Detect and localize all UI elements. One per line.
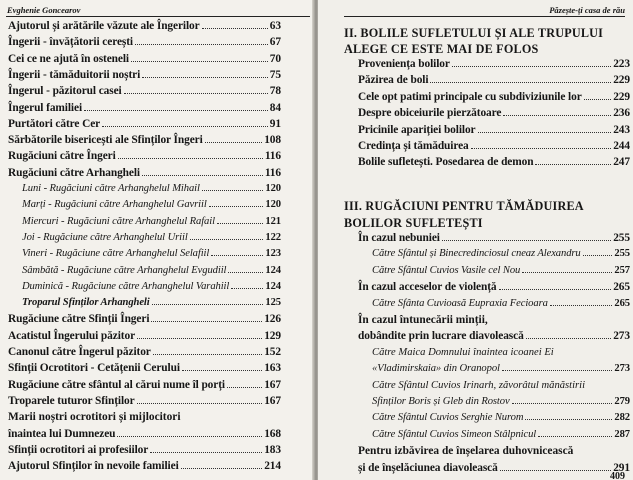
toc-entry — [8, 346, 281, 358]
toc-entry — [8, 53, 281, 65]
dot-leader — [182, 370, 262, 371]
dot-leader — [102, 126, 268, 127]
toc-entry — [8, 102, 281, 114]
toc-entry-page: 167 — [264, 378, 281, 391]
section-2-title-line2: ALEGE CE ESTE MAI DE FOLOS — [344, 42, 539, 56]
toc-entry-title: Marți - Rugăciuni către Arhanghelul Gavriil — [22, 199, 207, 211]
toc-entry — [372, 363, 630, 374]
dot-leader — [124, 93, 268, 94]
toc-entry — [22, 183, 281, 194]
dot-leader — [535, 164, 611, 165]
toc-entry-page: 108 — [264, 134, 281, 147]
toc-entry-page: 84 — [269, 101, 281, 114]
toc-entry-page: 265 — [614, 297, 630, 309]
section-2-title-line1: II. BOLILE SUFLETULUI ȘI ALE TRUPULUI — [344, 26, 604, 40]
toc-entry-page: 214 — [264, 460, 281, 473]
toc-entry — [372, 265, 630, 276]
toc-entry — [22, 281, 281, 292]
toc-entry-title: Rugăciuni către Îngeri — [8, 150, 116, 163]
dot-leader — [430, 82, 611, 83]
toc-entry-page: 78 — [269, 85, 281, 98]
dot-leader — [137, 403, 263, 404]
dot-leader — [217, 223, 263, 224]
toc-entry-page: 243 — [613, 123, 630, 136]
toc-entry — [358, 58, 630, 70]
dot-leader — [152, 304, 264, 305]
toc-entry — [22, 199, 281, 210]
dot-leader — [131, 61, 268, 62]
toc-entry-page: 126 — [264, 313, 281, 326]
dot-leader — [153, 354, 262, 355]
toc-entry-page: 236 — [613, 107, 630, 120]
toc-entry-page: 163 — [264, 362, 281, 375]
toc-entry — [8, 69, 281, 81]
toc-entry-title: Îngerul - păzitorul casei — [8, 85, 122, 98]
toc-entry-title: și de înșelăciunea diavolească — [358, 461, 498, 474]
toc-entry-page: 229 — [613, 74, 630, 87]
dot-leader — [190, 239, 264, 240]
left-page — [0, 0, 314, 480]
toc-entry-page: 229 — [613, 90, 630, 103]
toc-entry — [22, 265, 281, 276]
toc-entry — [22, 216, 281, 227]
toc-entry-page: 255 — [614, 248, 630, 260]
toc-entry-page: 70 — [269, 52, 281, 65]
toc-entry-page: 183 — [264, 443, 281, 456]
running-head-left: Evghenie Goncearov — [7, 5, 81, 15]
toc-entry-page: 273 — [613, 330, 630, 343]
dot-leader — [502, 370, 613, 371]
toc-entry-title: Troparele tuturor Sfinților — [8, 394, 135, 407]
toc-entry-page: 244 — [613, 140, 630, 152]
toc-entry — [8, 134, 281, 146]
toc-entry — [22, 297, 281, 308]
toc-entry-title: Credința și tămăduirea — [358, 140, 469, 152]
dot-leader — [512, 403, 613, 404]
toc-entry — [8, 150, 281, 162]
toc-entry-title: Rugăciune către Sfinții Îngeri — [8, 313, 150, 326]
toc-entry-title: Îngerii - învățătorii cerești — [8, 36, 134, 49]
dot-leader — [117, 436, 262, 437]
toc-entry — [358, 314, 488, 326]
header-rule-right — [344, 16, 625, 17]
dot-leader — [478, 132, 612, 133]
toc-entry — [372, 380, 585, 391]
toc-entry-title: Păzirea de boli — [358, 74, 429, 87]
toc-entry-title: Îngerii - tămăduitorii noștri — [8, 68, 141, 81]
dot-leader — [538, 436, 612, 437]
toc-entry — [8, 20, 281, 32]
dot-leader — [135, 44, 268, 45]
toc-entry-title: Troparul Sfinților Arhangheli — [22, 297, 150, 309]
toc-entry-page: 255 — [613, 232, 630, 244]
toc-entry — [8, 444, 281, 456]
toc-entry-page: 124 — [265, 264, 281, 276]
dot-leader — [137, 338, 262, 339]
dot-leader — [231, 288, 263, 289]
toc-entry — [372, 248, 630, 259]
toc-entry-page: 120 — [265, 183, 281, 194]
section-3-title-line2: BOLILOR SUFLETEȘTI — [344, 216, 483, 230]
dot-leader — [583, 255, 613, 256]
toc-entry-page: 129 — [264, 329, 281, 342]
page-number: 409 — [610, 471, 625, 480]
toc-entry-title: Îngerul familiei — [8, 101, 83, 114]
dot-leader — [202, 190, 264, 191]
dot-leader — [499, 289, 612, 290]
toc-entry — [358, 140, 630, 152]
toc-entry-title: Către Sfântul Cuvios Serghie Nurom — [372, 412, 524, 424]
dot-leader — [228, 272, 263, 273]
toc-entry-title: Sfinții ocrotitori ai profesiilor — [8, 443, 149, 456]
toc-entry — [8, 460, 281, 472]
toc-entry-title: Ajutorul Sfinților în nevoile familiei — [8, 460, 179, 473]
toc-entry-page: 265 — [613, 281, 630, 294]
toc-entry-title: Către Sfântul Cuvios Irinarh, zăvorâtul mănăstirii — [372, 379, 586, 391]
toc-entry-title: În cazul întunecării minții, — [358, 314, 488, 326]
toc-entry-title: înaintea lui Dumnezeu — [8, 427, 116, 440]
toc-entry-page: 152 — [264, 346, 281, 358]
toc-entry-page: 273 — [614, 363, 630, 375]
dot-leader — [84, 110, 268, 111]
dot-leader — [118, 158, 263, 159]
dot-leader — [181, 468, 263, 469]
toc-entry — [358, 232, 630, 244]
dot-leader — [584, 99, 612, 100]
toc-entry — [8, 118, 281, 130]
toc-entry-title: Miercuri - Rugăciuni către Arhanghelul Rafail — [22, 215, 215, 227]
toc-entry — [8, 36, 281, 48]
toc-entry-title: Proveniența bolilor — [358, 58, 450, 70]
dot-leader — [142, 77, 268, 78]
toc-entry — [358, 445, 573, 457]
dot-leader — [526, 338, 612, 339]
toc-entry — [8, 362, 281, 374]
dot-leader — [503, 115, 611, 116]
dot-leader — [227, 387, 262, 388]
toc-entry-title: Canonul către Îngerul păzitor — [8, 346, 151, 358]
toc-entry-page: 75 — [269, 68, 281, 81]
toc-entry-page: 291 — [613, 461, 630, 474]
toc-entry-page: 125 — [265, 297, 281, 309]
toc-entry-title: Sfinții Ocrotitori - Cetățenii Cerului — [8, 362, 180, 375]
toc-entry — [358, 156, 630, 168]
toc-entry-title: Pricinile apariției bolilor — [358, 123, 476, 136]
dot-leader — [452, 66, 611, 67]
toc-entry — [358, 281, 630, 293]
toc-entry — [372, 412, 630, 423]
toc-entry-page: 223 — [613, 58, 630, 70]
toc-entry-title: Către Sfântul Cuvios Simeon Stâlpnicul — [372, 428, 537, 440]
toc-entry-page: 257 — [614, 264, 630, 276]
dot-leader — [209, 206, 264, 207]
toc-entry-page: 287 — [614, 428, 630, 440]
toc-entry-title: Duminică - Rugăciune către Arhanghelul Varahiil — [22, 280, 230, 292]
toc-entry-page: 116 — [264, 166, 281, 179]
toc-entry — [358, 462, 630, 474]
toc-entry — [22, 232, 281, 243]
toc-entry-title: Joi - Rugăciune către Arhanghelul Uriil — [22, 231, 188, 243]
right-page — [318, 0, 633, 480]
toc-entry — [22, 248, 281, 259]
dot-leader — [205, 142, 263, 143]
toc-entry-page: 247 — [613, 156, 630, 169]
toc-entry-page: 167 — [264, 394, 281, 407]
toc-entry-page: 63 — [269, 20, 281, 32]
dot-leader — [150, 452, 262, 453]
toc-entry-page: 120 — [265, 199, 281, 211]
toc-entry — [358, 330, 630, 342]
toc-entry-title: Sărbătorile bisericești ale Sfinților Îngeri — [8, 134, 203, 147]
toc-entry-title: Către Maica Domnului înaintea icoanei Ei — [372, 346, 554, 358]
toc-entry-page: 282 — [614, 412, 630, 424]
toc-entry — [8, 395, 281, 407]
dot-leader — [522, 272, 612, 273]
toc-entry — [372, 298, 630, 309]
toc-entry — [8, 167, 281, 179]
dot-leader — [142, 175, 263, 176]
dot-leader — [442, 240, 611, 241]
toc-entry-title: Rugăciuni către Arhangheli — [8, 166, 140, 179]
toc-entry-title: Către Sfântul Cuvios Vasile cel Nou — [372, 264, 521, 276]
toc-entry-title: În cazul acceselor de violență — [358, 281, 497, 294]
toc-entry-page: 67 — [269, 36, 281, 49]
toc-entry-title: «Vladimirskaia» din Oranopol — [372, 363, 500, 375]
toc-entry-title: Despre obiceiurile pierzătoare — [358, 107, 502, 120]
toc-entry-title: Sâmbătă - Rugăciune către Arhanghelul Evgudiil — [22, 264, 227, 276]
dot-leader — [211, 255, 263, 256]
toc-entry — [358, 74, 630, 86]
toc-entry-page: 279 — [614, 396, 630, 407]
toc-entry-title: Către Sfântul și Binecredinciosul cneaz Alexandru — [372, 248, 581, 260]
header-rule-left — [6, 16, 310, 17]
toc-entry-title: Luni - Rugăciuni către Arhanghelul Mihail — [22, 183, 200, 194]
toc-entry-title: Sfinților Boris și Gleb din Rostov — [372, 396, 510, 407]
toc-entry-title: Pentru izbăvirea de înșelarea duhovnicească — [358, 445, 574, 458]
toc-entry-title: Acatistul Îngerului păzitor — [8, 329, 136, 342]
toc-entry-title: Purtători către Cer — [8, 117, 101, 130]
running-head-right: Păzește-ți casa de rău — [549, 5, 625, 15]
toc-entry-title: Bolile sufletești. Posedarea de demon — [358, 156, 534, 169]
toc-entry-title: Cele opt patimi principale cu subdiviziunile lor — [358, 90, 582, 103]
toc-entry-page: 122 — [265, 231, 281, 243]
toc-entry-page: 91 — [269, 117, 281, 130]
dot-leader — [550, 305, 613, 306]
toc-entry — [8, 411, 181, 423]
toc-entry-title: Către Sfânta Cuvioasă Eupraxia Fecioara — [372, 297, 548, 309]
toc-entry-page: 124 — [265, 280, 281, 292]
section-3-title-line1: III. RUGĂCIUNI PENTRU TĂMĂDUIREA — [344, 199, 584, 213]
dot-leader — [525, 419, 612, 420]
toc-entry — [8, 313, 281, 325]
toc-entry-title: Cei ce ne ajută în osteneli — [8, 52, 129, 65]
toc-entry — [8, 379, 281, 391]
toc-entry — [358, 107, 630, 119]
toc-entry — [372, 347, 554, 358]
toc-entry-page: 123 — [265, 248, 281, 260]
toc-entry — [8, 330, 281, 342]
toc-entry-title: Ajutorul și arătările văzute ale Îngerilor — [8, 20, 200, 32]
toc-entry — [358, 91, 630, 103]
toc-entry-title: Vineri - Rugăciune către Arhanghelul Selafiil — [22, 248, 210, 260]
toc-entry-page: 168 — [264, 427, 281, 440]
dot-leader — [202, 28, 268, 29]
toc-entry — [372, 396, 630, 407]
toc-entry-page: 121 — [265, 215, 281, 227]
dot-leader — [471, 148, 612, 149]
toc-entry-title: Rugăciune către sfântul al cărui nume îl porți — [8, 378, 225, 391]
toc-entry-title: Marii noștri ocrotitori și mijlocitori — [8, 411, 181, 424]
toc-entry — [358, 124, 630, 136]
toc-entry — [8, 428, 281, 440]
dot-leader — [500, 470, 611, 471]
toc-entry-page: 116 — [264, 150, 281, 163]
toc-entry — [372, 429, 630, 440]
toc-entry-title: dobândite prin lucrare diavolească — [358, 330, 524, 343]
dot-leader — [151, 321, 262, 322]
toc-entry-title: În cazul nebuniei — [358, 232, 440, 244]
toc-entry — [8, 85, 281, 97]
